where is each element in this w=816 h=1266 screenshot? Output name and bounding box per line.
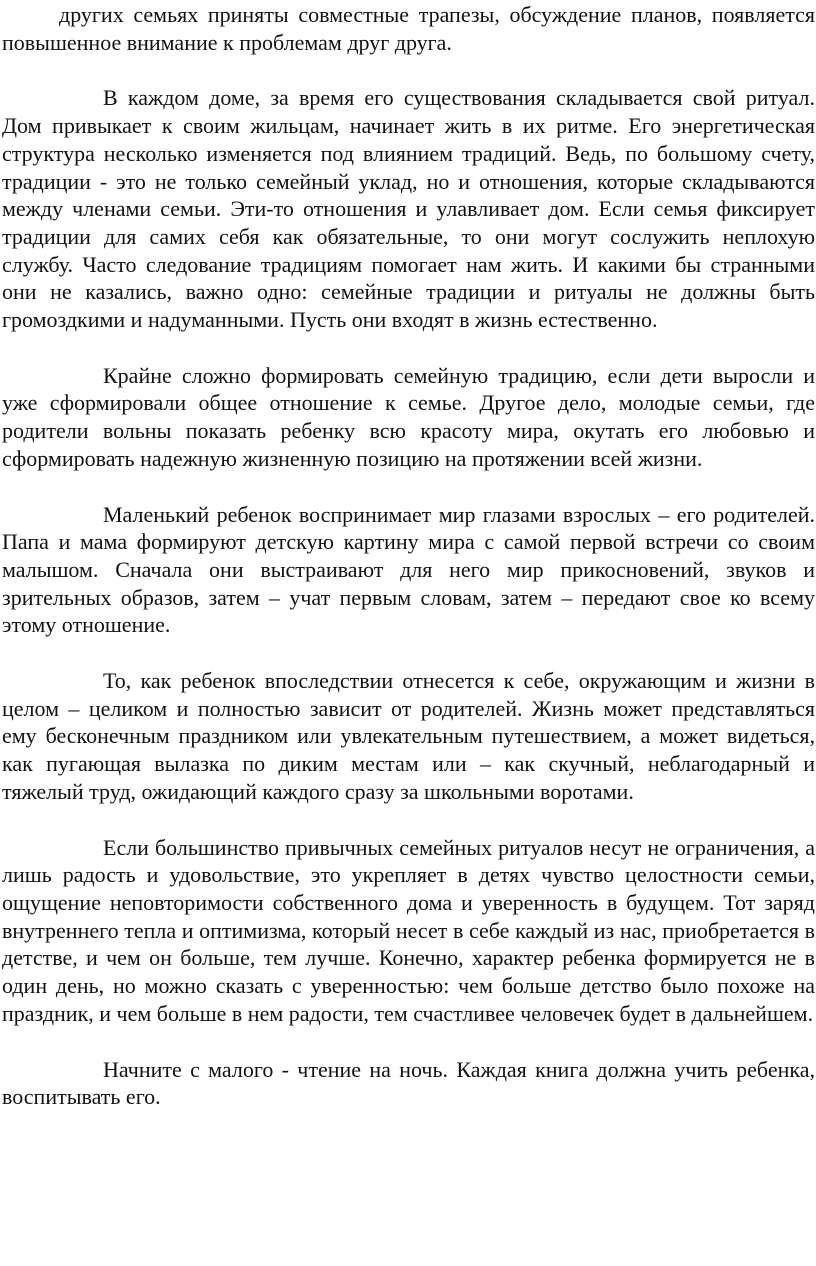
paragraph-7: Начните с малого - чтение на ночь. Каждая книга должна учить ребенка, воспитывать его.: [2, 1056, 815, 1110]
paragraph-4: Маленький ребенок воспринимает мир глазами взрослых – его родителей. Папа и мама формируют детскую картину мира с самой первой встречи со своим малышом. Сначала они выстраивают для него мир прикосновений, звуков и зрительных образов, затем – учат первым словам, затем – передают свое ко всему этому отношение.: [2, 501, 815, 638]
paragraph-spacer: [2, 1028, 815, 1056]
paragraph-1: других семьях приняты совместные трапезы, обсуждение планов, появляется повышенное внимание к проблемам друг друга.: [2, 2, 815, 55]
paragraph-spacer: [2, 473, 815, 501]
paragraph-spacer: [2, 334, 815, 362]
paragraph-spacer: [2, 639, 815, 667]
paragraph-5: То, как ребенок впоследствии отнесется к себе, окружающим и жизни в целом – целиком и полностью зависит от родителей. Жизнь может представляться ему бесконечным праздником или увлекательным путешествием, а может видеться, как пугающая вылазка по диким местам или – как скучный, неблагодарный и тяжелый труд, ожидающий каждого сразу за школьными воротами.: [2, 668, 815, 804]
paragraph-2: В каждом доме, за время его существования складывается свой ритуал. Дом привыкает к своим жильцам, начинает жить в их ритме. Его энергетическая структура несколько изменяется под влиянием традиций. Ведь, по большому счету, традиции - это не только семейный уклад, но и отношения, которые складываются между членами семьи. Эти-то отношения и улавливает дом. Если семья фиксирует традиции для самих себя как обязательные, то они могут сослужить неплохую службу. Часто следование традициям помогает нам жить. И какими бы странными они не казались, важно одно: семейные традиции и ритуалы не должны быть громоздкими и надуманными. Пусть они входят в жизнь естественно.: [2, 85, 815, 333]
paragraph-spacer: [2, 56, 815, 84]
paragraph-3: Крайне сложно формировать семейную традицию, если дети выросли и уже сформировали общее отношение к семье. Другое дело, молодые семьи, где родители вольны показать ребенку всю красоту мира, окутать его любовью и сформировать надежную жизненную позицию на протяжении всей жизни.: [2, 362, 815, 471]
paragraph-spacer: [2, 806, 815, 834]
paragraph-6: Если большинство привычных семейных ритуалов несут не ограничения, а лишь радость и удовольствие, это укрепляет в детях чувство целостности семьи, ощущение неповторимости собственного дома и уверенность в будущем. Тот заряд внутреннего тепла и оптимизма, который несет в себе каждый из нас, приобретается в детстве, и чем он больше, тем лучше. Конечно, характер ребенка формируется не в один день, но можно сказать с уверенностью: чем больше детство было похоже на праздник, и чем больше в нем радости, тем счастливее человечек будет в дальнейшем.: [2, 834, 815, 1026]
